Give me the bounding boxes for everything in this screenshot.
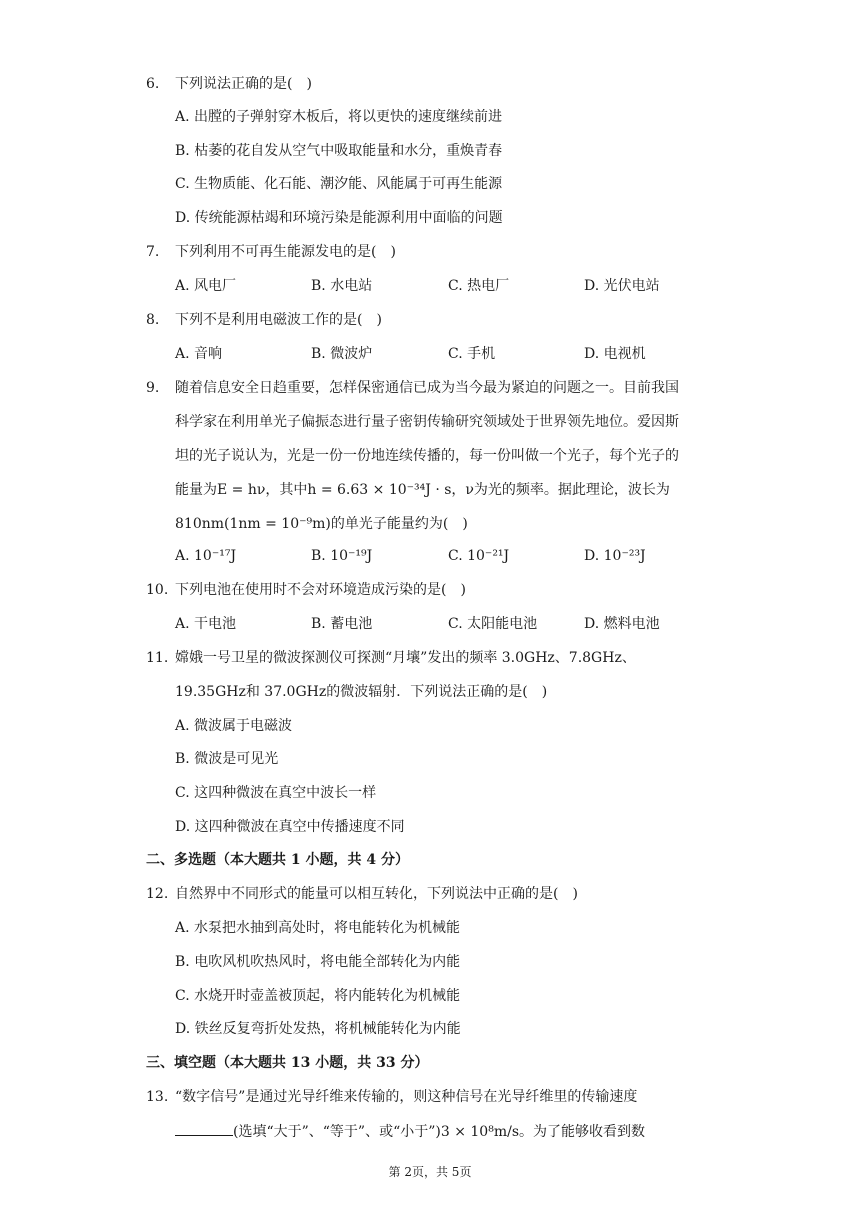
section-heading-fill: 三、填空题（本大题共 13 小题，共 33 分） bbox=[146, 1055, 429, 1071]
option-b: B. 微波炉 bbox=[311, 346, 373, 362]
question-stem-line: 科学家在利用单光子偏振态进行量子密钥传输研究领域处于世界领先地位。爱因斯 bbox=[175, 414, 679, 430]
option-c: C. 太阳能电池 bbox=[448, 616, 538, 632]
question-stem-line: “数字信号”是通过光导纤维来传输的，则这种信号在光导纤维里的传输速度 bbox=[175, 1089, 638, 1105]
question-stem: 下列利用不可再生能源发电的是( ) bbox=[175, 244, 396, 260]
option-b: B. 蓄电池 bbox=[311, 616, 373, 632]
question-stem-line: 19.35GHz和 37.0GHz的微波辐射．下列说法正确的是( ) bbox=[175, 684, 548, 700]
question-number: 10. bbox=[146, 582, 169, 598]
question-stem: 下列电池在使用时不会对环境造成污染的是( ) bbox=[175, 582, 466, 598]
question-stem-line: 810nm(1nm = 10⁻⁹m)的单光子能量约为( ) bbox=[175, 516, 468, 532]
question-stem-line: 能量为E = hν，其中h = 6.63 × 10⁻³⁴J · s，ν为光的频率。据此理论，波长为 bbox=[175, 482, 670, 498]
option-a: A. 风电厂 bbox=[175, 278, 237, 294]
option-d: D. 电视机 bbox=[584, 346, 646, 362]
option-d: D. 燃料电池 bbox=[584, 616, 660, 632]
question-stem: 下列不是利用电磁波工作的是( ) bbox=[175, 312, 382, 328]
question-stem-text: (选填“大于”、“等于”、或“小于”)3 × 10⁸m/s。为了能够收看到数 bbox=[233, 1124, 646, 1140]
page-footer: 第 2页，共 5页 bbox=[388, 1165, 472, 1179]
option-a: A. 干电池 bbox=[175, 616, 237, 632]
question-stem-line-2 bbox=[175, 1121, 645, 1142]
option-b: B. 微波是可见光 bbox=[175, 751, 279, 767]
option-d: D. 铁丝反复弯折处发热，将机械能转化为内能 bbox=[175, 1021, 461, 1037]
option-a: A. 音响 bbox=[175, 346, 223, 362]
option-a: A. 出膛的子弹射穿木板后，将以更快的速度继续前进 bbox=[175, 109, 503, 125]
option-c: C. 10⁻²¹J bbox=[448, 548, 510, 564]
section-heading-multi: 二、多选题（本大题共 1 小题，共 4 分） bbox=[146, 852, 409, 868]
question-stem: 自然界中不同形式的能量可以相互转化，下列说法中正确的是( ) bbox=[175, 886, 578, 902]
question-number: 13. bbox=[146, 1089, 169, 1105]
option-b: B. 枯萎的花自发从空气中吸取能量和水分，重焕青春 bbox=[175, 143, 503, 159]
option-c: C. 手机 bbox=[448, 346, 496, 362]
option-b: B. 电吹风机吹热风时，将电能全部转化为内能 bbox=[175, 954, 461, 970]
option-a: A. 10⁻¹⁷J bbox=[175, 548, 237, 564]
question-number: 7. bbox=[146, 244, 160, 260]
option-d: D. 这四种微波在真空中传播速度不同 bbox=[175, 819, 405, 835]
option-a: A. 水泵把水抽到高处时，将电能转化为机械能 bbox=[175, 920, 461, 936]
question-number: 6. bbox=[146, 76, 160, 92]
option-d: D. 光伏电站 bbox=[584, 278, 660, 294]
option-c: C. 热电厂 bbox=[448, 278, 510, 294]
option-c: C. 水烧开时壶盖被顶起，将内能转化为机械能 bbox=[175, 988, 461, 1004]
option-b: B. 10⁻¹⁹J bbox=[311, 548, 373, 564]
question-stem-line: 嫦娥一号卫星的微波探测仪可探测“月壤”发出的频率 3.0GHz、7.8GHz、 bbox=[175, 650, 636, 666]
option-c: C. 生物质能、化石能、潮汐能、风能属于可再生能源 bbox=[175, 176, 503, 192]
question-number: 9. bbox=[146, 380, 160, 396]
answer-blank[interactable] bbox=[175, 1121, 233, 1136]
question-number: 8. bbox=[146, 312, 160, 328]
question-number: 11. bbox=[146, 650, 169, 666]
question-stem-line: 随着信息安全日趋重要，怎样保密通信已成为当今最为紧迫的问题之一。目前我国 bbox=[175, 380, 679, 396]
option-a: A. 微波属于电磁波 bbox=[175, 718, 293, 734]
option-b: B. 水电站 bbox=[311, 278, 373, 294]
option-c: C. 这四种微波在真空中波长一样 bbox=[175, 785, 377, 801]
question-stem: 下列说法正确的是( ) bbox=[175, 76, 312, 92]
question-stem-line: 坦的光子说认为，光是一份一份地连续传播的，每一份叫做一个光子，每个光子的 bbox=[175, 448, 679, 464]
option-d: D. 传统能源枯竭和环境污染是能源利用中面临的问题 bbox=[175, 210, 503, 226]
option-d: D. 10⁻²³J bbox=[584, 548, 646, 564]
question-number: 12. bbox=[146, 886, 169, 902]
